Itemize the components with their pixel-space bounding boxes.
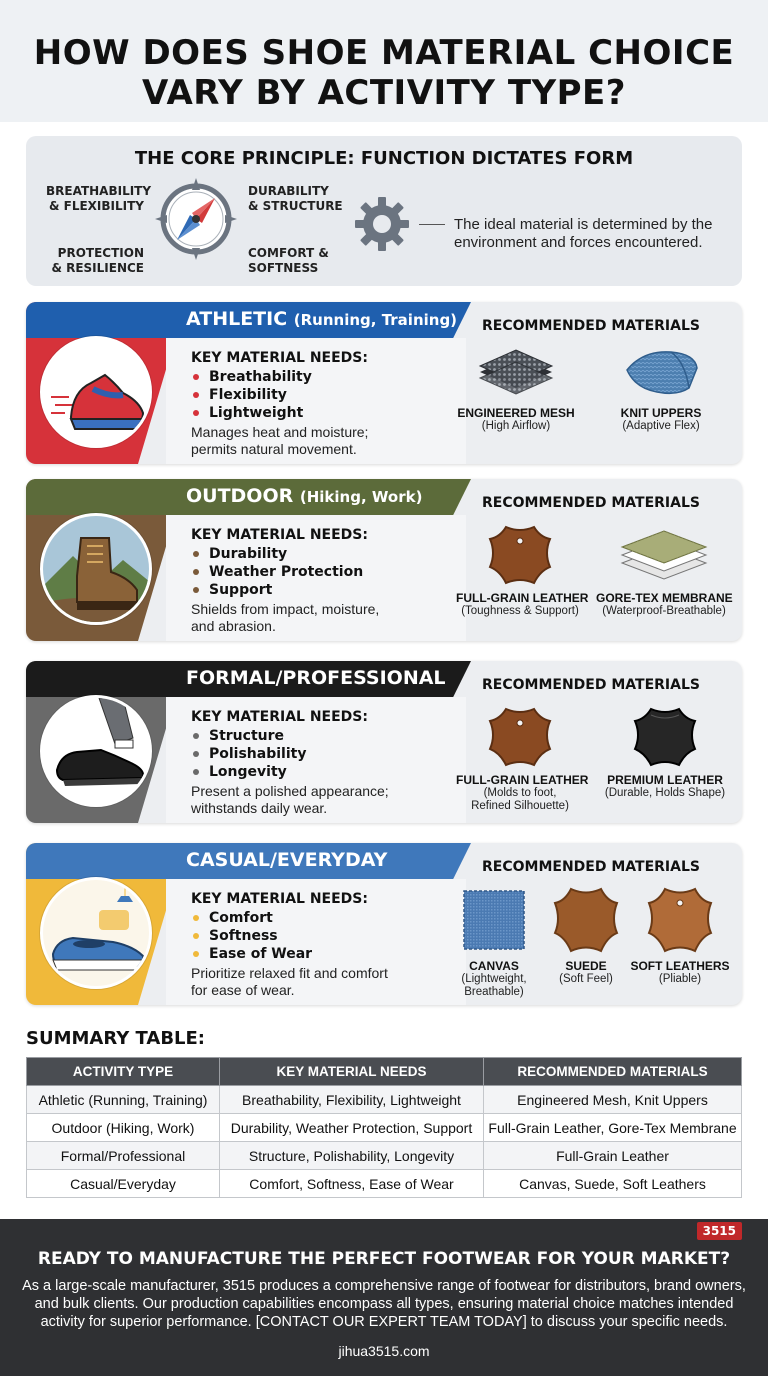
card-title-main: ATHLETIC <box>186 308 288 330</box>
material-note <box>456 787 584 813</box>
need-label: Polishability <box>209 746 307 762</box>
list-item <box>191 763 306 781</box>
bullet-icon <box>193 551 199 557</box>
needs-list <box>191 545 363 599</box>
list-item <box>191 745 306 763</box>
activity-shoe-icon <box>40 695 152 807</box>
card-title-main: FORMAL/PROFESSIONAL <box>186 667 446 689</box>
bullet-icon <box>193 951 199 957</box>
needs-heading: KEY MATERIAL NEEDS: <box>191 891 368 907</box>
desc-line: Present a polished appearance; <box>191 783 389 799</box>
material-note <box>456 420 576 433</box>
label-line: & FLEXIBILITY <box>49 199 144 213</box>
recommended-heading: RECOMMENDED MATERIALS <box>482 859 700 875</box>
material-note-line: (Lightweight, <box>461 973 527 985</box>
activity-shoe-icon <box>40 513 152 625</box>
material-note <box>456 605 584 618</box>
material-name: KNIT UPPERS <box>620 406 702 420</box>
principle-text-line: The ideal material is determined by the <box>454 216 713 233</box>
brand-badge: 3515 <box>697 1222 742 1240</box>
material-name: PREMIUM LEATHER <box>607 773 723 787</box>
canvas-swatch-icon <box>446 885 542 955</box>
recommended-heading: RECOMMENDED MATERIALS <box>482 318 700 334</box>
footer-cta <box>0 1219 768 1376</box>
material-note-line: (Waterproof-Breathable) <box>602 605 726 617</box>
principle-text-line: environment and forces encountered. <box>454 234 703 251</box>
needs-heading: KEY MATERIAL NEEDS: <box>191 350 368 366</box>
table-cell: Breathability, Flexibility, Lightweight <box>220 1086 484 1114</box>
list-item <box>191 727 306 745</box>
table-row <box>27 1142 742 1170</box>
table-cell: Durability, Weather Protection, Support <box>220 1114 484 1142</box>
list-item <box>191 545 363 563</box>
principle-label-protection <box>46 246 144 276</box>
card-title-sub: (Hiking, Work) <box>299 488 423 506</box>
list-item <box>191 386 312 404</box>
footer-url-link[interactable]: jihua3515.com <box>338 1343 430 1359</box>
table-header-row <box>27 1058 742 1086</box>
table-cell: Full-Grain Leather <box>484 1142 742 1170</box>
material-note-line: (Durable, Holds Shape) <box>604 787 726 799</box>
compass-icon <box>153 176 239 262</box>
suede-hide-icon <box>546 885 626 955</box>
principle-label-breathability <box>46 184 152 214</box>
knit-icon <box>601 342 721 402</box>
footer-line: As a large-scale manufacturer, 3515 produces a comprehensive range of footwear for distributors, brand owners, <box>22 1278 746 1294</box>
card-casual <box>26 843 742 1005</box>
label-line: BREATHABILITY <box>46 184 152 198</box>
material-item <box>601 342 721 433</box>
table-cell: Casual/Everyday <box>27 1170 220 1198</box>
needs-heading: KEY MATERIAL NEEDS: <box>191 709 368 725</box>
need-label: Ease of Wear <box>209 946 313 962</box>
material-note-line: (Pliable) <box>658 973 702 985</box>
needs-list <box>191 368 312 422</box>
bullet-icon <box>193 392 199 398</box>
card-title-sub: (Running, Training) <box>293 311 458 329</box>
material-name: SOFT LEATHERS <box>630 959 730 973</box>
leather-hide-icon <box>456 705 584 769</box>
label-line: & RESILIENCE <box>51 261 144 275</box>
activity-shoe-icon <box>40 877 152 989</box>
card-title <box>186 308 457 330</box>
footer-line[interactable]: activity for superior performance. [CONTACT OUR EXPERT TEAM TODAY] to discuss your specific needs. <box>40 1314 728 1330</box>
label-line: & STRUCTURE <box>248 199 343 213</box>
list-item <box>191 404 312 422</box>
material-note-line: Breathable) <box>464 986 524 998</box>
desc-line: Shields from impact, moisture, <box>191 601 380 617</box>
material-name: CANVAS <box>469 959 519 973</box>
footer-line: and bulk clients. Our production capabilities encompass all types, ensuring material choice matches intended <box>34 1296 734 1312</box>
footer-heading: READY TO MANUFACTURE THE PERFECT FOOTWEAR FOR YOUR MARKET? <box>37 1249 731 1269</box>
card-description <box>191 601 441 635</box>
bullet-icon <box>193 410 199 416</box>
card-title-main: CASUAL/EVERYDAY <box>186 849 388 871</box>
bullet-icon <box>193 374 199 380</box>
principle-label-comfort <box>248 246 329 276</box>
table-cell: Structure, Polishability, Longevity <box>220 1142 484 1170</box>
card-formal <box>26 661 742 823</box>
need-label: Comfort <box>209 910 273 926</box>
label-line: COMFORT & <box>248 246 329 260</box>
list-item <box>191 945 312 963</box>
card-title-main: OUTDOOR <box>186 485 294 507</box>
need-label: Durability <box>209 546 288 562</box>
activity-shoe-icon <box>40 336 152 448</box>
page-title-line1: HOW DOES SHOE MATERIAL CHOICE <box>33 33 735 73</box>
needs-list <box>191 909 312 963</box>
membrane-layers-icon <box>596 523 732 587</box>
material-note <box>546 973 626 986</box>
column-header: KEY MATERIAL NEEDS <box>220 1058 484 1086</box>
card-athletic <box>26 302 742 464</box>
material-note-line: (High Airflow) <box>481 420 551 432</box>
card-title <box>186 849 387 871</box>
bullet-icon <box>193 733 199 739</box>
bullet-icon <box>193 751 199 757</box>
material-item <box>546 885 626 986</box>
need-label: Longevity <box>209 764 287 780</box>
material-item <box>456 705 589 813</box>
mesh-icon <box>456 342 576 402</box>
desc-line: and abrasion. <box>191 618 276 634</box>
column-header: ACTIVITY TYPE <box>27 1058 220 1086</box>
label-line: SOFTNESS <box>248 261 319 275</box>
card-title <box>186 485 422 507</box>
list-item <box>191 581 363 599</box>
material-note <box>596 605 732 618</box>
material-note <box>628 973 732 986</box>
material-note-line: (Toughness & Support) <box>461 605 579 617</box>
page-title-line2: VARY BY ACTIVITY TYPE? <box>141 73 626 113</box>
card-title <box>186 667 446 689</box>
bullet-icon <box>193 587 199 593</box>
material-name: SUEDE <box>565 959 607 973</box>
desc-line: for ease of wear. <box>191 982 295 998</box>
material-note <box>600 787 730 800</box>
desc-line: Manages heat and moisture; <box>191 424 369 440</box>
soft-leather-icon <box>628 885 732 955</box>
material-name: GORE-TEX MEMBRANE <box>596 591 733 605</box>
principle-title: THE CORE PRINCIPLE: FUNCTION DICTATES FORM <box>134 148 634 169</box>
summary-heading: SUMMARY TABLE: <box>26 1028 206 1049</box>
footer-paragraph <box>20 1277 748 1331</box>
material-name: ENGINEERED MESH <box>457 406 575 420</box>
table-row <box>27 1086 742 1114</box>
core-principle-panel <box>26 136 742 286</box>
material-note-line: (Molds to foot, <box>483 787 557 799</box>
need-label: Structure <box>209 728 285 744</box>
black-leather-icon <box>600 705 730 769</box>
needs-list <box>191 727 306 781</box>
desc-line: withstands daily wear. <box>191 800 328 816</box>
table-cell: Engineered Mesh, Knit Uppers <box>484 1086 742 1114</box>
column-header: RECOMMENDED MATERIALS <box>484 1058 742 1086</box>
bullet-icon <box>193 933 199 939</box>
list-item <box>191 368 312 386</box>
label-line: DURABILITY <box>248 184 329 198</box>
gear-icon <box>354 196 410 252</box>
material-note <box>446 973 542 999</box>
need-label: Weather Protection <box>209 564 364 580</box>
material-item <box>456 523 589 618</box>
card-description <box>191 424 441 458</box>
table-cell: Full-Grain Leather, Gore-Tex Membrane <box>484 1114 742 1142</box>
leather-hide-icon <box>456 523 584 587</box>
material-name: FULL-GRAIN LEATHER <box>456 773 589 787</box>
table-cell: Comfort, Softness, Ease of Wear <box>220 1170 484 1198</box>
bullet-icon <box>193 769 199 775</box>
material-item <box>600 705 730 800</box>
material-item <box>596 523 732 618</box>
material-item <box>446 885 542 999</box>
material-note-line: Refined Silhouette) <box>471 800 569 812</box>
list-item <box>191 563 363 581</box>
card-outdoor <box>26 479 742 641</box>
summary-table <box>26 1057 742 1198</box>
table-row <box>27 1170 742 1198</box>
table-cell: Canvas, Suede, Soft Leathers <box>484 1170 742 1198</box>
bullet-icon <box>193 915 199 921</box>
desc-line: permits natural movement. <box>191 441 357 457</box>
list-item <box>191 909 312 927</box>
table-cell: Outdoor (Hiking, Work) <box>27 1114 220 1142</box>
title-band <box>0 0 768 122</box>
material-item <box>456 342 576 433</box>
table-cell: Athletic (Running, Training) <box>27 1086 220 1114</box>
need-label: Softness <box>209 928 278 944</box>
material-item <box>628 885 732 986</box>
connector-line <box>419 224 445 225</box>
material-note <box>601 420 721 433</box>
table-cell: Formal/Professional <box>27 1142 220 1170</box>
material-note-line: (Adaptive Flex) <box>622 420 700 432</box>
need-label: Flexibility <box>209 387 287 403</box>
desc-line: Prioritize relaxed fit and comfort <box>191 965 388 981</box>
need-label: Breathability <box>209 369 312 385</box>
table-row <box>27 1114 742 1142</box>
label-line: PROTECTION <box>57 246 144 260</box>
recommended-heading: RECOMMENDED MATERIALS <box>482 495 700 511</box>
list-item <box>191 927 312 945</box>
need-label: Lightweight <box>209 405 304 421</box>
card-description <box>191 783 441 817</box>
principle-text <box>454 216 734 252</box>
bullet-icon <box>193 569 199 575</box>
principle-label-durability <box>248 184 343 214</box>
need-label: Support <box>209 582 273 598</box>
material-name: FULL-GRAIN LEATHER <box>456 591 589 605</box>
recommended-heading: RECOMMENDED MATERIALS <box>482 677 700 693</box>
material-note-line: (Soft Feel) <box>559 973 613 985</box>
card-description <box>191 965 441 999</box>
needs-heading: KEY MATERIAL NEEDS: <box>191 527 368 543</box>
